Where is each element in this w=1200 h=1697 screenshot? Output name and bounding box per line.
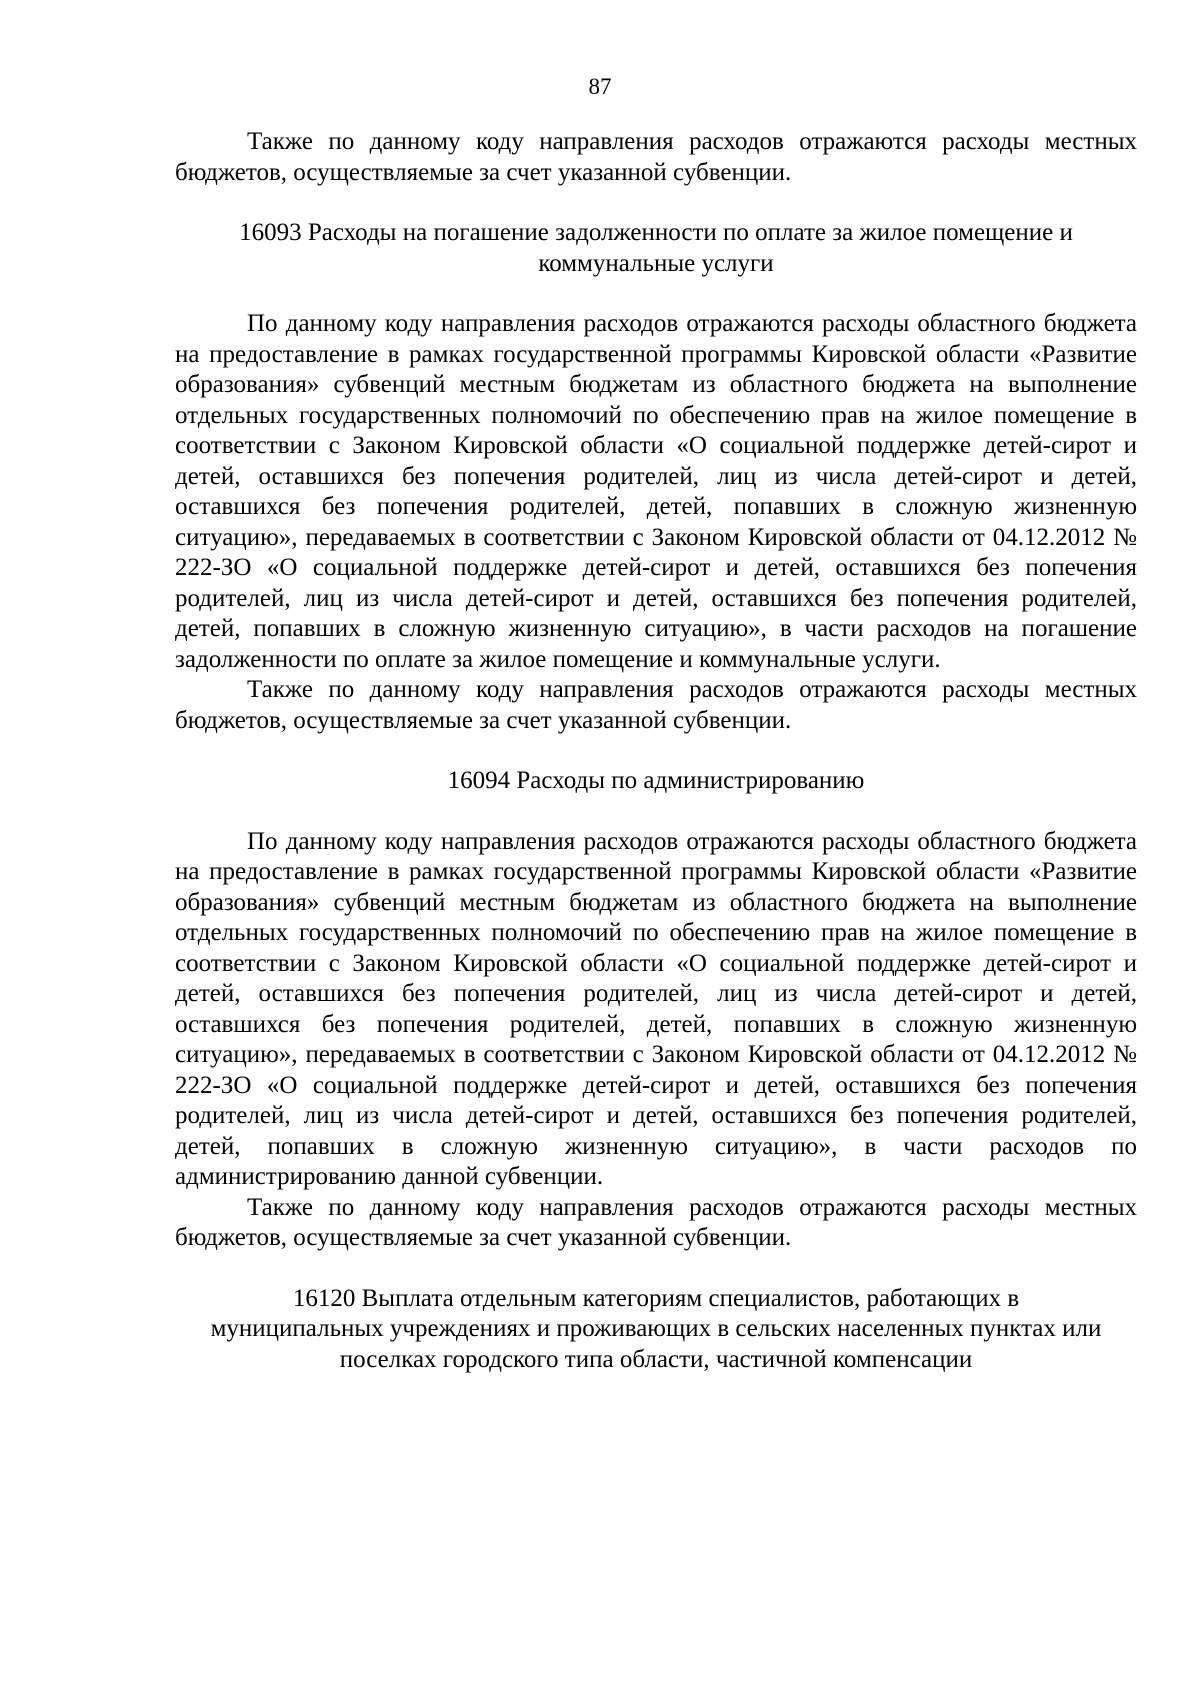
- section-gap: [175, 736, 1137, 766]
- heading-16120: 16120 Выплата отдельным категориям специалистов, работающих в муниципальных учреждениях и проживающих в сельских населенных пунктах или поселках городского типа области, частичной компенсации: [210, 1284, 1102, 1373]
- paragraph-subvention-note-3: Также по данному коду направления расходов отражаются расходы местных бюджетов, осуществляемые за счет указанной субвенции.: [175, 1193, 1137, 1251]
- heading-16094: 16094 Расходы по администрированию: [447, 767, 865, 794]
- paragraph-subvention-note-2: Также по данному коду направления расходов отражаются расходы местных бюджетов, осуществляемые за счет указанной субвенции.: [175, 676, 1137, 734]
- section-gap: [175, 188, 1137, 218]
- section-gap: [175, 797, 1137, 827]
- section-gap: [175, 279, 1137, 309]
- paragraph-16094-description: По данному коду направления расходов отражаются расходы областного бюджета на предоставление в рамках государственной программы Кировской области «Развитие образования» субвенций местным бюджетам из областного бюджета на выполнение отдельных государственных полномочий по обеспечению прав на жилое помещение в соответствии с Законом Кировской области «О социальной поддержке детей-сирот и детей, оставшихся без попечения родителей, лиц из числа детей-сирот и детей, оставшихся без попечения родителей, детей, попавших в сложную жизненную ситуацию», передаваемых в соответствии с Законом Кировской области от 04.12.2012 № 222-ЗО «О социальной поддержке детей-сирот и детей, оставшихся без попечения родителей, лиц из числа детей-сирот и детей, оставшихся без попечения родителей, детей, попавших в сложную жизненную ситуацию», в части расходов по администрированию данной субвенции.: [175, 827, 1137, 1190]
- paragraph-subvention-note-1: Также по данному коду направления расходов отражаются расходы местных бюджетов, осуществляемые за счет указанной субвенции.: [175, 128, 1137, 186]
- page-number: 87: [588, 74, 612, 99]
- section-gap: [175, 1254, 1137, 1284]
- document-body: [175, 127, 1137, 1375]
- heading-16093: 16093 Расходы на погашение задолженности по оплате за жилое помещение и коммунальные услуги: [239, 219, 1073, 277]
- paragraph-16093-description: По данному коду направления расходов отражаются расходы областного бюджета на предоставление в рамках государственной программы Кировской области «Развитие образования» субвенций местным бюджетам из областного бюджета на выполнение отдельных государственных полномочий по обеспечению прав на жилое помещение в соответствии с Законом Кировской области «О социальной поддержке детей-сирот и детей, оставшихся без попечения родителей, лиц из числа детей-сирот и детей, оставшихся без попечения родителей, детей, попавших в сложную жизненную ситуацию», передаваемых в соответствии с Законом Кировской области от 04.12.2012 № 222-ЗО «О социальной поддержке детей-сирот и детей, оставшихся без попечения родителей, лиц из числа детей-сирот и детей, оставшихся без попечения родителей, детей, попавших в сложную жизненную ситуацию», в части расходов на погашение задолженности по оплате за жилое помещение и коммунальные услуги.: [175, 310, 1137, 673]
